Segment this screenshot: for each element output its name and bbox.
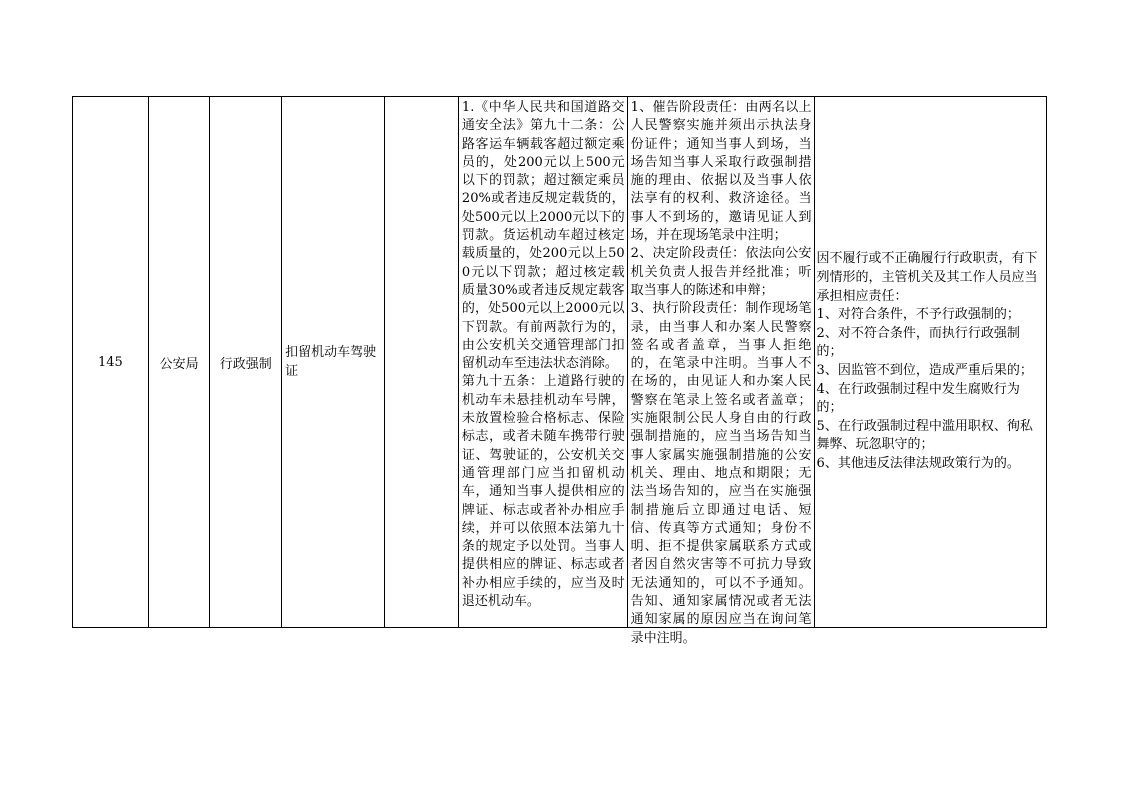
power-list-table <box>72 96 1047 646</box>
row-number-cell: 145 <box>73 97 149 628</box>
legal-basis-text: 1.《中华人民共和国道路交通安全法》第九十二条：公路客运车辆载客超过额定乘员的，处200元以上500元以下的罚款；超过额定乘员20%或者违反规定载货的，处500元以上2000元以下的罚款。货运机动车超过核定载质量的，处200元以上500元以下罚款；超过核定载质量30%或者违反规定载客的，处500元以上2000元以下罚款。有前两款行为的，由公安机关交通管理部门扣留机动车至违法状态消除。 第九十五条：上道路行驶的机动车未悬挂机动车号牌，未放置检验合格标志、保险标志，或者未随车携带行驶证、驾驶证的，公安机关交通管理部门应当扣留机动车，通知当事人提供相应的牌证、标志或者补办相应手续，并可以依照本法第九十条的规定予以处罚。当事人提供相应的牌证、标志或者补办相应手续的，应当及时退还机动车。 <box>461 100 625 610</box>
legal-basis-cell <box>458 97 627 628</box>
responsibility-cell <box>627 97 814 646</box>
power-type-cell: 行政强制 <box>210 97 282 628</box>
accountability-cell <box>814 97 1046 628</box>
code-cell <box>385 97 459 628</box>
item-name-cell: 扣留机动车驾驶证 <box>282 97 385 628</box>
table-frame <box>72 96 1047 646</box>
responsibility-text: 1、催告阶段责任：由两名以上人民警察实施并须出示执法身份证件；通知当事人到场，当场告知当事人采取行政强制措施的理由、依据以及当事人依法享有的权利、救济途径。当事人不到场的，邀请见证人到场，并在现场笔录中注明； 2、决定阶段责任：依法向公安机关负责人报告并经批准；听取当事人的陈述和申辩； 3、执行阶段责任：制作现场笔录，由当事人和办案人民警察签名或者盖章，当事人拒绝的，在笔录中注明。当事人不在场的，由见证人和办案人民警察在笔录上签名或者盖章；实施限制公民人身自由的行政强制措施的，应当当场告知当事人家属实施强制措施的公安机关、理由、地点和期限；无法当场告知的，应当在实施强制措施后立即通过电话、短信、传真等方式通知；身份不明、拒不提供家属联系方式或者因自然灾害等不可抗力导致无法通知的，可以不予通知。告知、通知家属情况或者无法通知家属的原因应当在询问笔录中注明。 <box>630 100 812 646</box>
table-row <box>73 97 1047 628</box>
accountability-text: 因不履行或不正确履行行政职责，有下列情形的，主管机关及其工作人员应当承担相应责任： 1、对符合条件，不予行政强制的； 2、对不符合条件，而执行行政强制的； 3、因监管不到位，造成严重后果的； 4、在行政强制过程中发生腐败行为的； 5、在行政强制过程中滥用职权、徇私舞弊、玩忽职守的； 6、其他违反法律法规政策行为的。 <box>816 251 1038 471</box>
department-cell: 公安局 <box>148 97 210 628</box>
